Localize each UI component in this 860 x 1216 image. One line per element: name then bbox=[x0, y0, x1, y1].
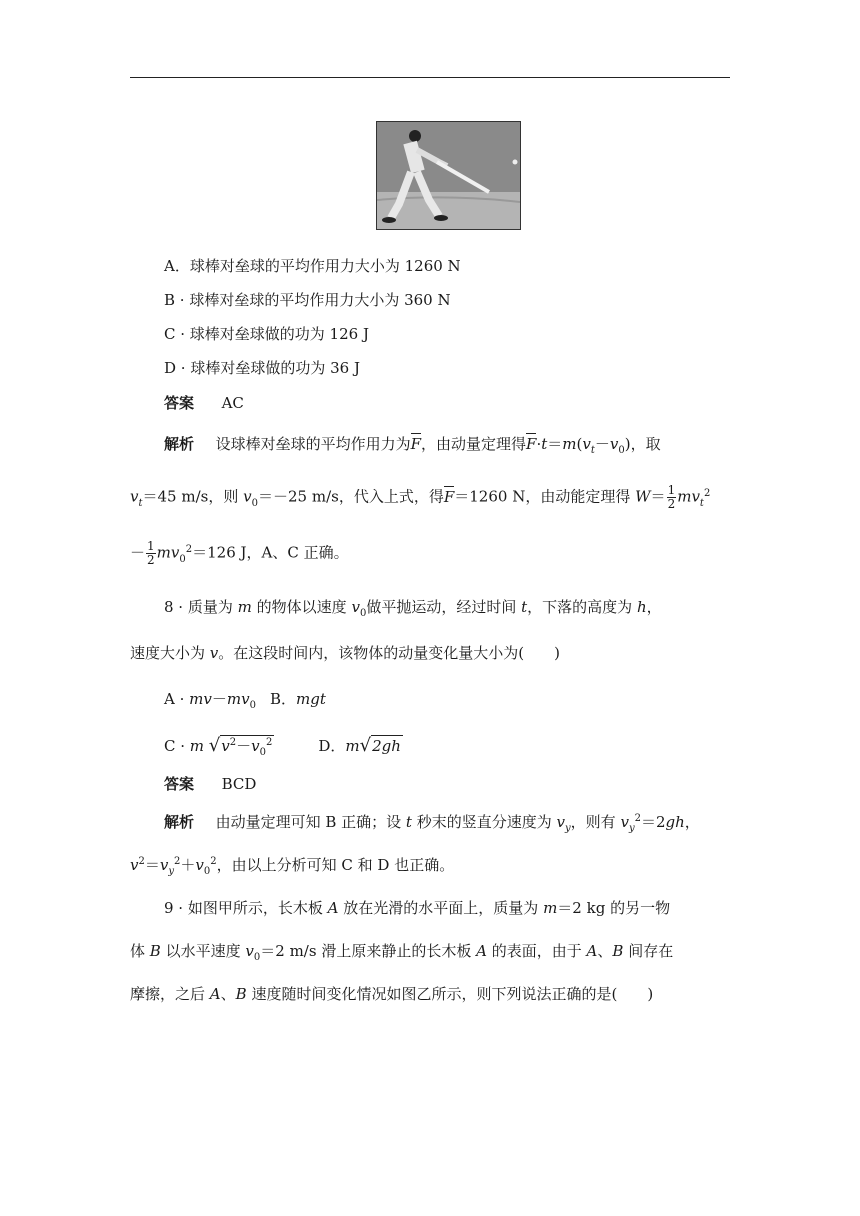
force-symbol: F bbox=[526, 435, 537, 453]
analysis-text: )，取 bbox=[624, 435, 661, 453]
subscript: 0 bbox=[251, 497, 258, 509]
q9-stem-line-3: 摩擦，之后 A、B 速度随时间变化情况如图乙所示，则下列说法正确的是( ) bbox=[130, 985, 654, 1003]
option-b: B · 球棒对垒球的平均作用力大小为 360 N bbox=[164, 291, 451, 309]
fraction-half: $\frac{1}{2}$ bbox=[147, 539, 155, 567]
analysis-text: ＝126 J，A、C 正确。 bbox=[192, 543, 349, 562]
option-c: C · 球棒对垒球做的功为 126 J bbox=[164, 325, 369, 343]
equals: ＝ bbox=[650, 487, 666, 506]
answer-value: BCD bbox=[221, 775, 257, 793]
velocity-symbol: v bbox=[170, 543, 180, 562]
force-symbol: F bbox=[443, 487, 455, 506]
velocity-symbol: v bbox=[243, 487, 252, 506]
header-rule bbox=[130, 77, 730, 78]
subscript: t bbox=[138, 497, 143, 509]
q8-analysis-line-2: $v^2=v_y^2+v_0^2$，由以上分析可知 C 和 D 也正确。 bbox=[130, 856, 455, 877]
answer-row-q7 bbox=[164, 393, 244, 413]
answer-value: AC bbox=[221, 394, 244, 412]
q8-options-ab: $A \cdot mv-mv_0$ B．mgt bbox=[164, 690, 326, 711]
q9-stem-line-2: 体 B 以水平速度 $v_0=2$ m/s 滑上原来静止的长木板 A 的表面，由于 A、B 间存在 bbox=[130, 942, 674, 963]
velocity-symbol: v bbox=[609, 435, 619, 453]
subscript: 0 bbox=[618, 445, 625, 456]
answer-row-q8 bbox=[164, 774, 256, 794]
option-b-label: B． bbox=[269, 690, 296, 708]
analysis-text: ，由动量定理得 bbox=[421, 435, 527, 453]
option-a: A．球棒对垒球的平均作用力大小为 1260 N bbox=[164, 257, 461, 275]
force-symbol: F bbox=[410, 435, 422, 453]
option-d-label: D． bbox=[318, 737, 346, 755]
q7-analysis-line-2 bbox=[130, 484, 710, 511]
option-c-label: C · bbox=[164, 737, 190, 755]
paren: ( bbox=[576, 435, 583, 453]
q8-stem-line-1: 8 · 质量为 m 的物体以速度 $v_0$做平抛运动，经过时间 t，下落的高度为 h， bbox=[164, 598, 662, 619]
minus: － bbox=[594, 435, 610, 453]
work-symbol: W bbox=[635, 487, 651, 506]
baseball-batter-photo bbox=[376, 121, 521, 230]
analysis-text: 设球棒对垒球的平均作用力为 bbox=[215, 435, 411, 453]
subscript: t bbox=[699, 497, 704, 509]
radical-sign: √ bbox=[359, 735, 372, 756]
mass-symbol: m bbox=[156, 543, 171, 562]
superscript: 2 bbox=[185, 543, 193, 555]
dot: · bbox=[536, 435, 542, 453]
analysis-text: ＝45 m/s，则 bbox=[142, 487, 239, 506]
analysis-text: ＝1260 N，由动能定理得 bbox=[454, 487, 631, 506]
velocity-symbol: v bbox=[582, 435, 591, 453]
radical-sign: √ bbox=[208, 735, 221, 756]
minus: － bbox=[130, 543, 146, 562]
mass-symbol: m bbox=[677, 487, 692, 506]
option-a-label: A · bbox=[164, 690, 190, 708]
q8-options-cd: C · m $√v^2-v_0^2$ D．m√2gh bbox=[164, 735, 401, 758]
answer-label: 答案 bbox=[164, 394, 195, 412]
option-d: D · 球棒对垒球做的功为 36 J bbox=[164, 359, 360, 377]
velocity-symbol: v bbox=[130, 487, 139, 506]
q8-stem-line-2: 速度大小为 v。在这段时间内，该物体的动量变化量大小为( ) bbox=[130, 644, 560, 662]
superscript: 2 bbox=[703, 487, 711, 499]
answer-label: 答案 bbox=[164, 775, 195, 793]
time-symbol: t bbox=[541, 435, 548, 453]
analysis-label: 解析 bbox=[164, 435, 195, 453]
analysis-text: ＝－25 m/s，代入上式，得 bbox=[258, 487, 444, 506]
subscript: 0 bbox=[179, 553, 186, 565]
q9-stem-line-1: 9 · 如图甲所示，长木板 A 放在光滑的水平面上，质量为 m＝2 kg 的另一物 bbox=[164, 899, 671, 917]
mass-symbol: m bbox=[562, 435, 577, 453]
fraction-half: $\frac{1}{2}$ bbox=[667, 483, 676, 511]
q8-analysis-line-1: 解析 由动量定理可知 B 正确；设 t 秒末的竖直分速度为 $v_y$，则有 $v_y^2=2gh$， bbox=[164, 813, 700, 834]
q7-analysis-line-3 bbox=[130, 540, 349, 567]
q7-analysis-line-1 bbox=[164, 434, 661, 457]
velocity-symbol: v bbox=[691, 487, 700, 506]
analysis-label: 解析 bbox=[164, 813, 195, 831]
subscript: t bbox=[590, 445, 595, 456]
equals: ＝ bbox=[547, 435, 563, 453]
